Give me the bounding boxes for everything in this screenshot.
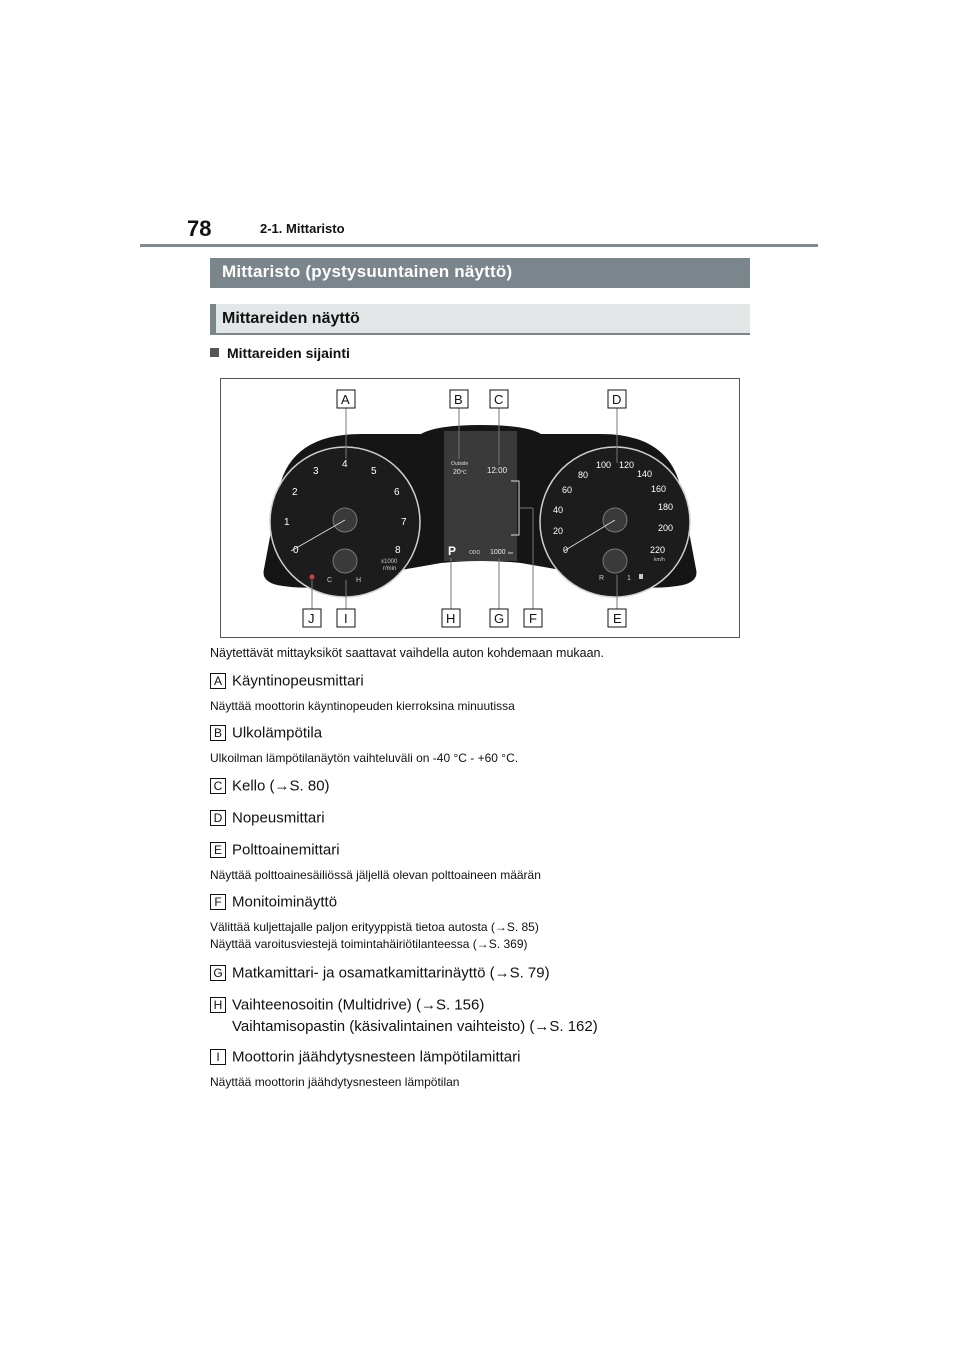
item-label: Kello (→S. 80) (232, 777, 330, 795)
item-label: Vaihteenosoitin (Multidrive) (→S. 156) (232, 996, 485, 1014)
subtitle-bar (210, 304, 750, 335)
tach-label: 2 (292, 487, 298, 498)
item-desc-2: Näyttää varoitusviestejä toimintahäiriötilanteessa (→S. 369) (210, 937, 528, 951)
center-display (444, 431, 519, 561)
bullet-heading-text: Mittareiden sijainti (227, 345, 350, 361)
outside-temp: 20 (453, 469, 461, 476)
callout-label: C (494, 392, 504, 407)
header-rule (140, 244, 818, 247)
subtitle-text: Mittareiden näyttö (222, 310, 360, 327)
tach-unit: x1000 (381, 559, 398, 565)
fuel-empty-label: R (599, 575, 605, 582)
speed-label: 100 (596, 460, 612, 470)
tach-label: 5 (371, 466, 377, 477)
fuel-full-label: 1 (627, 575, 631, 582)
item-desc: Välittää kuljettajalle paljon erityyppistä tietoa autosta (→S. 85) (210, 920, 539, 934)
callout-label: I (344, 611, 348, 626)
tachometer (270, 447, 420, 597)
item-label: Käyntinopeusmittari (232, 672, 364, 690)
callout-label: H (446, 611, 456, 626)
speed-label: 80 (578, 470, 589, 480)
callouts-top (337, 390, 626, 408)
page-number: 78 (187, 216, 212, 241)
item-label-line-2: Vaihtamisopastin (käsivalintainen vaihteisto) (→S. 162) (232, 1018, 598, 1035)
speed-label: 0 (563, 545, 569, 555)
tach-label: 3 (313, 466, 319, 477)
temp-cold-label: C (327, 577, 333, 584)
speed-label: 60 (562, 485, 573, 495)
item-letter: B (210, 725, 226, 741)
tach-label: 4 (342, 459, 348, 470)
item-d (210, 809, 325, 827)
item-f (210, 893, 337, 911)
section-header: 2-1. Mittaristo (260, 221, 345, 236)
tach-label: 8 (395, 545, 401, 556)
units-note: Näytettävät mittayksiköt saattavat vaihdella auton kohdemaan mukaan. (210, 646, 604, 660)
cluster-illustration (221, 379, 739, 637)
item-h (210, 996, 484, 1014)
item-letter: A (210, 673, 226, 689)
callouts-bottom (303, 609, 626, 627)
item-letter: D (210, 810, 226, 826)
item-label: Monitoiminäyttö (232, 893, 338, 911)
item-letter: I (210, 1049, 226, 1065)
item-desc: Näyttää moottorin käyntinopeuden kierroksina minuutissa (210, 699, 515, 713)
speed-label: 220 (650, 545, 666, 555)
speed-unit: km/h (654, 557, 665, 563)
speed-label: 120 (619, 460, 635, 470)
callout-label: F (529, 611, 537, 626)
clock-display: 12:00 (487, 466, 508, 475)
item-g (210, 964, 550, 982)
outside-label: Outside (451, 461, 469, 467)
callout-label: A (341, 392, 350, 407)
item-desc: Ulkoilman lämpötilanäytön vaihteluväli on -40 °C - +60 °C. (210, 751, 519, 765)
item-desc: Näyttää moottorin jäähdytysnesteen lämpötilan (210, 1075, 460, 1089)
tach-label: 1 (284, 517, 290, 528)
odo-label: ODO (469, 550, 481, 556)
item-desc: Näyttää polttoainesäiliössä jäljellä olevan polttoaineen määrän (210, 868, 541, 882)
speed-label: 20 (553, 526, 564, 536)
callout-label: D (612, 392, 622, 407)
speed-label: 40 (553, 505, 564, 515)
instrument-cluster-figure (220, 378, 740, 638)
item-label: Moottorin jäähdytysnesteen lämpötilamittari (232, 1048, 521, 1066)
callout-label: G (494, 611, 505, 626)
callout-label: J (308, 611, 315, 626)
temp-hot-label: H (356, 577, 362, 584)
item-a (210, 672, 364, 690)
item-letter: E (210, 842, 226, 858)
item-label: Polttoainemittari (232, 841, 340, 859)
item-e (210, 841, 340, 859)
speedometer (540, 447, 690, 597)
item-label: Matkamittari- ja osamatkamittarinäyttö (→S. 79) (232, 964, 550, 982)
tach-label: 0 (293, 545, 299, 556)
item-i (210, 1048, 520, 1066)
item-letter: G (210, 965, 226, 981)
odo-value: 1000 (490, 549, 506, 556)
shift-position: P (448, 544, 457, 558)
item-letter: H (210, 997, 226, 1013)
odo-unit: km (508, 550, 514, 555)
item-b (210, 724, 322, 742)
square-bullet-icon (210, 348, 219, 357)
speed-label: 160 (651, 484, 667, 494)
item-letter: F (210, 894, 226, 910)
tach-unit-2: r/min (383, 566, 397, 572)
item-c (210, 777, 330, 795)
tach-label: 6 (394, 487, 400, 498)
coolant-icon (310, 575, 315, 580)
item-label: Nopeusmittari (232, 809, 325, 827)
fuel-pump-icon (639, 574, 643, 579)
speed-label: 180 (658, 502, 674, 512)
callout-label: E (613, 611, 622, 626)
title-bar (210, 258, 750, 288)
bullet-heading (210, 345, 350, 361)
title-text: Mittaristo (pystysuuntainen näyttö) (222, 262, 513, 281)
item-label: Ulkolämpötila (232, 724, 323, 742)
item-letter: C (210, 778, 226, 794)
speed-label: 200 (658, 523, 674, 533)
callout-label: B (454, 392, 463, 407)
outside-unit: °C (461, 470, 467, 476)
speed-label: 140 (637, 469, 653, 479)
tach-label: 7 (401, 517, 407, 528)
